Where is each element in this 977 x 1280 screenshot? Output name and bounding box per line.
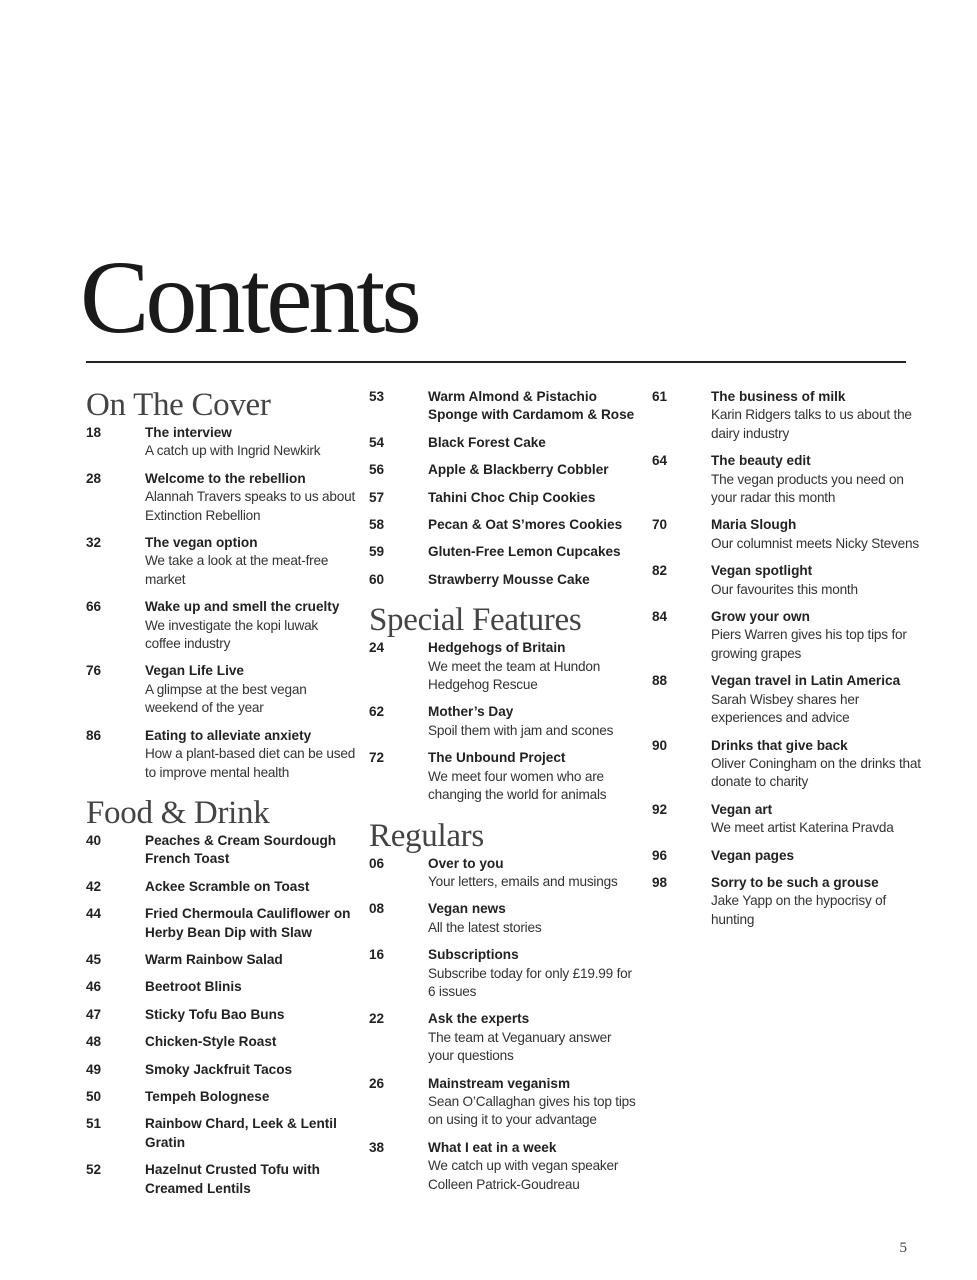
entry-title: Sticky Tofu Bao Buns: [145, 1006, 285, 1022]
entry-title: Hedgehogs of Britain: [428, 640, 566, 656]
entry-title: Beetroot Blinis: [145, 979, 242, 995]
entry-title: Rainbow Chard, Leek & Lentil Gratin: [145, 1116, 337, 1150]
entry-page-number: 06: [369, 855, 385, 871]
entry-title: Tahini Choc Chip Cookies: [428, 489, 596, 505]
page-title: Contents: [80, 240, 418, 355]
entry-page-number: 60: [369, 571, 385, 587]
entry-title: The interview: [145, 425, 232, 440]
entry-title: Ackee Scramble on Toast: [145, 878, 310, 894]
section-heading: On The Cover: [86, 387, 271, 423]
contents-entry[interactable]: [369, 388, 639, 425]
page-number: 5: [899, 1240, 907, 1256]
entry-title: Warm Almond & Pistachio Sponge with Cardamom & Rose: [428, 389, 635, 423]
entry-title: Ask the experts: [428, 1011, 530, 1027]
entry-title: Mainstream veganism: [428, 1075, 571, 1091]
title-divider: [86, 361, 906, 363]
contents-entry[interactable]: [369, 1075, 639, 1130]
entry-title: Vegan travel in Latin America: [711, 673, 901, 689]
entry-title: Fried Chermoula Cauliflower on Herby Bean Dip with Slaw: [145, 906, 351, 940]
entry-title: Subscriptions: [428, 947, 519, 963]
entry-title: Peaches & Cream Sourdough French Toast: [145, 832, 337, 867]
contents-entry[interactable]: [86, 1088, 356, 1106]
entry-page-number: 52: [86, 1162, 102, 1178]
entry-page-number: 72: [369, 750, 385, 766]
contents-entry[interactable]: [86, 978, 356, 996]
entry-title: Mother’s Day: [428, 704, 514, 720]
contents-entry[interactable]: [369, 1010, 639, 1065]
entry-title: Vegan Life Live: [145, 663, 244, 679]
entry-page-number: 48: [86, 1034, 102, 1050]
contents-entry[interactable]: [652, 388, 922, 443]
entry-description: Karin Ridgers talks to us about the dairy industry: [711, 407, 912, 441]
contents-column-1: [86, 388, 356, 1207]
entry-description: How a plant-based diet can be used to improve mental health: [145, 746, 356, 780]
contents-entry[interactable]: [86, 1161, 356, 1198]
entry-page-number: 24: [369, 640, 385, 656]
contents-entry[interactable]: [652, 847, 922, 865]
entry-page-number: 40: [86, 832, 102, 848]
contents-entry[interactable]: [86, 598, 356, 653]
contents-entry[interactable]: [86, 534, 356, 589]
entry-page-number: 45: [86, 951, 102, 967]
entry-page-number: 26: [369, 1075, 385, 1091]
entry-page-number: 32: [86, 535, 102, 551]
contents-entry[interactable]: [86, 951, 356, 969]
entry-page-number: 50: [86, 1088, 102, 1104]
contents-column-3: [652, 388, 922, 938]
entry-page-number: 44: [86, 906, 102, 922]
entry-title: The business of milk: [711, 389, 846, 404]
entry-title: Gluten-Free Lemon Cupcakes: [428, 544, 621, 560]
entry-description: The team at Veganuary answer your questions: [428, 1029, 612, 1064]
entry-page-number: 61: [652, 389, 668, 404]
section-heading: Regulars: [369, 817, 484, 854]
entry-description: We meet the team at Hundon Hedgehog Rescue: [428, 658, 601, 693]
entry-page-number: 92: [652, 801, 668, 817]
entry-page-number: 59: [369, 544, 385, 560]
entry-description: Oliver Coningham on the drinks that donate to charity: [711, 755, 921, 790]
entry-title: Vegan pages: [711, 847, 795, 863]
contents-entry[interactable]: [86, 424, 356, 461]
contents-entry[interactable]: [369, 749, 639, 804]
contents-entry[interactable]: [369, 639, 639, 694]
entry-page-number: 88: [652, 673, 668, 689]
contents-entry[interactable]: [652, 608, 922, 663]
contents-entry[interactable]: [369, 703, 639, 740]
contents-entry[interactable]: [86, 832, 356, 869]
entry-title: Drinks that give back: [711, 737, 848, 753]
entry-page-number: 57: [369, 489, 385, 505]
entry-title: Eating to alleviate anxiety: [145, 727, 312, 743]
entry-description: Alannah Travers speaks to us about Extinction Rebellion: [145, 489, 356, 523]
contents-entry[interactable]: [86, 727, 356, 782]
contents-entry[interactable]: [86, 1006, 356, 1024]
contents-entry[interactable]: [652, 562, 922, 599]
entry-page-number: 84: [652, 609, 668, 625]
entry-description: Subscribe today for only £19.99 for 6 issues: [428, 965, 632, 999]
entry-title: What I eat in a week: [428, 1139, 557, 1155]
entry-title: Pecan & Oat S’mores Cookies: [428, 517, 623, 533]
entry-description: Our favourites this month: [711, 581, 858, 597]
contents-entry[interactable]: [86, 1115, 356, 1152]
contents-entry[interactable]: [652, 801, 922, 838]
contents-entry[interactable]: [652, 452, 922, 507]
entry-page-number: 28: [86, 470, 102, 486]
entry-title: Welcome to the rebellion: [145, 470, 306, 486]
entry-description: We catch up with vegan speaker Colleen Patrick-Goudreau: [428, 1158, 619, 1192]
entry-page-number: 53: [369, 389, 385, 404]
entry-description: Spoil them with jam and scones: [428, 722, 614, 738]
contents-entry[interactable]: [369, 461, 639, 479]
entry-title: Vegan news: [428, 901, 506, 917]
entry-description: A catch up with Ingrid Newkirk: [145, 443, 321, 459]
entry-title: Chicken-Style Roast: [145, 1034, 277, 1050]
contents-entry[interactable]: [652, 737, 922, 792]
entry-description: The vegan products you need on your radar this month: [711, 471, 904, 506]
entry-page-number: 62: [369, 704, 385, 720]
entry-page-number: 86: [86, 727, 102, 743]
entry-page-number: 66: [86, 599, 102, 615]
entry-page-number: 76: [86, 663, 102, 679]
entry-description: We investigate the kopi luwak coffee industry: [145, 617, 319, 652]
entry-title: The beauty edit: [711, 453, 811, 469]
entry-page-number: 64: [652, 453, 668, 469]
entry-page-number: 47: [86, 1006, 102, 1022]
entry-page-number: 82: [652, 563, 668, 579]
entry-page-number: 46: [86, 979, 102, 995]
entry-page-number: 51: [86, 1116, 102, 1132]
entry-title: Strawberry Mousse Cake: [428, 571, 590, 587]
entry-title: Maria Slough: [711, 517, 797, 533]
contents-entry[interactable]: [652, 516, 922, 553]
contents-entry[interactable]: [369, 900, 639, 937]
entry-description: Your letters, emails and musings: [428, 873, 618, 889]
entry-page-number: 90: [652, 737, 668, 753]
section-heading: Food & Drink: [86, 794, 270, 831]
entry-title: Tempeh Bolognese: [145, 1088, 270, 1104]
entry-title: Smoky Jackfruit Tacos: [145, 1061, 293, 1077]
entry-description: We meet four women who are changing the world for animals: [428, 768, 607, 803]
entry-description: Piers Warren gives his top tips for growing grapes: [711, 627, 907, 661]
entry-title: Vegan spotlight: [711, 563, 813, 579]
entry-title: Grow your own: [711, 609, 810, 625]
contents-entry[interactable]: [369, 946, 639, 1001]
contents-entry[interactable]: [369, 855, 639, 892]
entry-description: Jake Yapp on the hypocrisy of hunting: [711, 893, 887, 927]
entry-description: Our columnist meets Nicky Stevens: [711, 535, 919, 551]
entry-page-number: 58: [369, 517, 385, 533]
entry-description: Sean O’Callaghan gives his top tips on using it to your advantage: [428, 1093, 636, 1128]
contents-entry[interactable]: [369, 434, 639, 452]
entry-title: The vegan option: [145, 535, 258, 551]
entry-description: Sarah Wisbey shares her experiences and advice: [711, 691, 860, 726]
entry-page-number: 54: [369, 434, 385, 450]
contents-entry[interactable]: [86, 878, 356, 896]
entry-description: We take a look at the meat-free market: [145, 553, 329, 587]
contents-entry[interactable]: [652, 874, 922, 929]
entry-page-number: 56: [369, 462, 385, 478]
entry-title: Black Forest Cake: [428, 434, 546, 450]
contents-entry[interactable]: [86, 470, 356, 525]
entry-page-number: 18: [86, 425, 102, 440]
contents-entry[interactable]: [86, 905, 356, 942]
entry-title: Hazelnut Crusted Tofu with Creamed Lentils: [145, 1162, 320, 1196]
entry-description: All the latest stories: [428, 919, 542, 935]
entry-page-number: 38: [369, 1139, 385, 1155]
contents-entry[interactable]: [369, 543, 639, 561]
entry-description: A glimpse at the best vegan weekend of the year: [145, 681, 307, 716]
entry-title: Apple & Blackberry Cobbler: [428, 462, 609, 478]
entry-page-number: 22: [369, 1011, 385, 1027]
entry-title: Warm Rainbow Salad: [145, 951, 283, 967]
entry-page-number: 08: [369, 901, 385, 917]
entry-page-number: 49: [86, 1061, 102, 1077]
entry-page-number: 42: [86, 878, 102, 894]
contents-entry[interactable]: [86, 1033, 356, 1051]
entry-title: The Unbound Project: [428, 750, 566, 766]
entry-title: Sorry to be such a grouse: [711, 874, 879, 890]
entry-description: We meet artist Katerina Pravda: [711, 820, 894, 836]
entry-page-number: 96: [652, 847, 668, 863]
entry-page-number: 98: [652, 874, 668, 890]
contents-entry[interactable]: [86, 1061, 356, 1079]
entry-page-number: 16: [369, 947, 385, 963]
entry-title: Wake up and smell the cruelty: [145, 599, 340, 615]
contents-entry[interactable]: [652, 672, 922, 727]
contents-entry[interactable]: [369, 1139, 639, 1194]
contents-entry[interactable]: [369, 571, 639, 589]
contents-column-2: [369, 388, 639, 1203]
entry-title: Vegan art: [711, 801, 773, 817]
section-heading: Special Features: [369, 602, 582, 639]
entry-page-number: 70: [652, 517, 668, 533]
contents-entry[interactable]: [369, 516, 639, 534]
contents-entry[interactable]: [369, 489, 639, 507]
contents-entry[interactable]: [86, 662, 356, 717]
entry-title: Over to you: [428, 855, 504, 871]
